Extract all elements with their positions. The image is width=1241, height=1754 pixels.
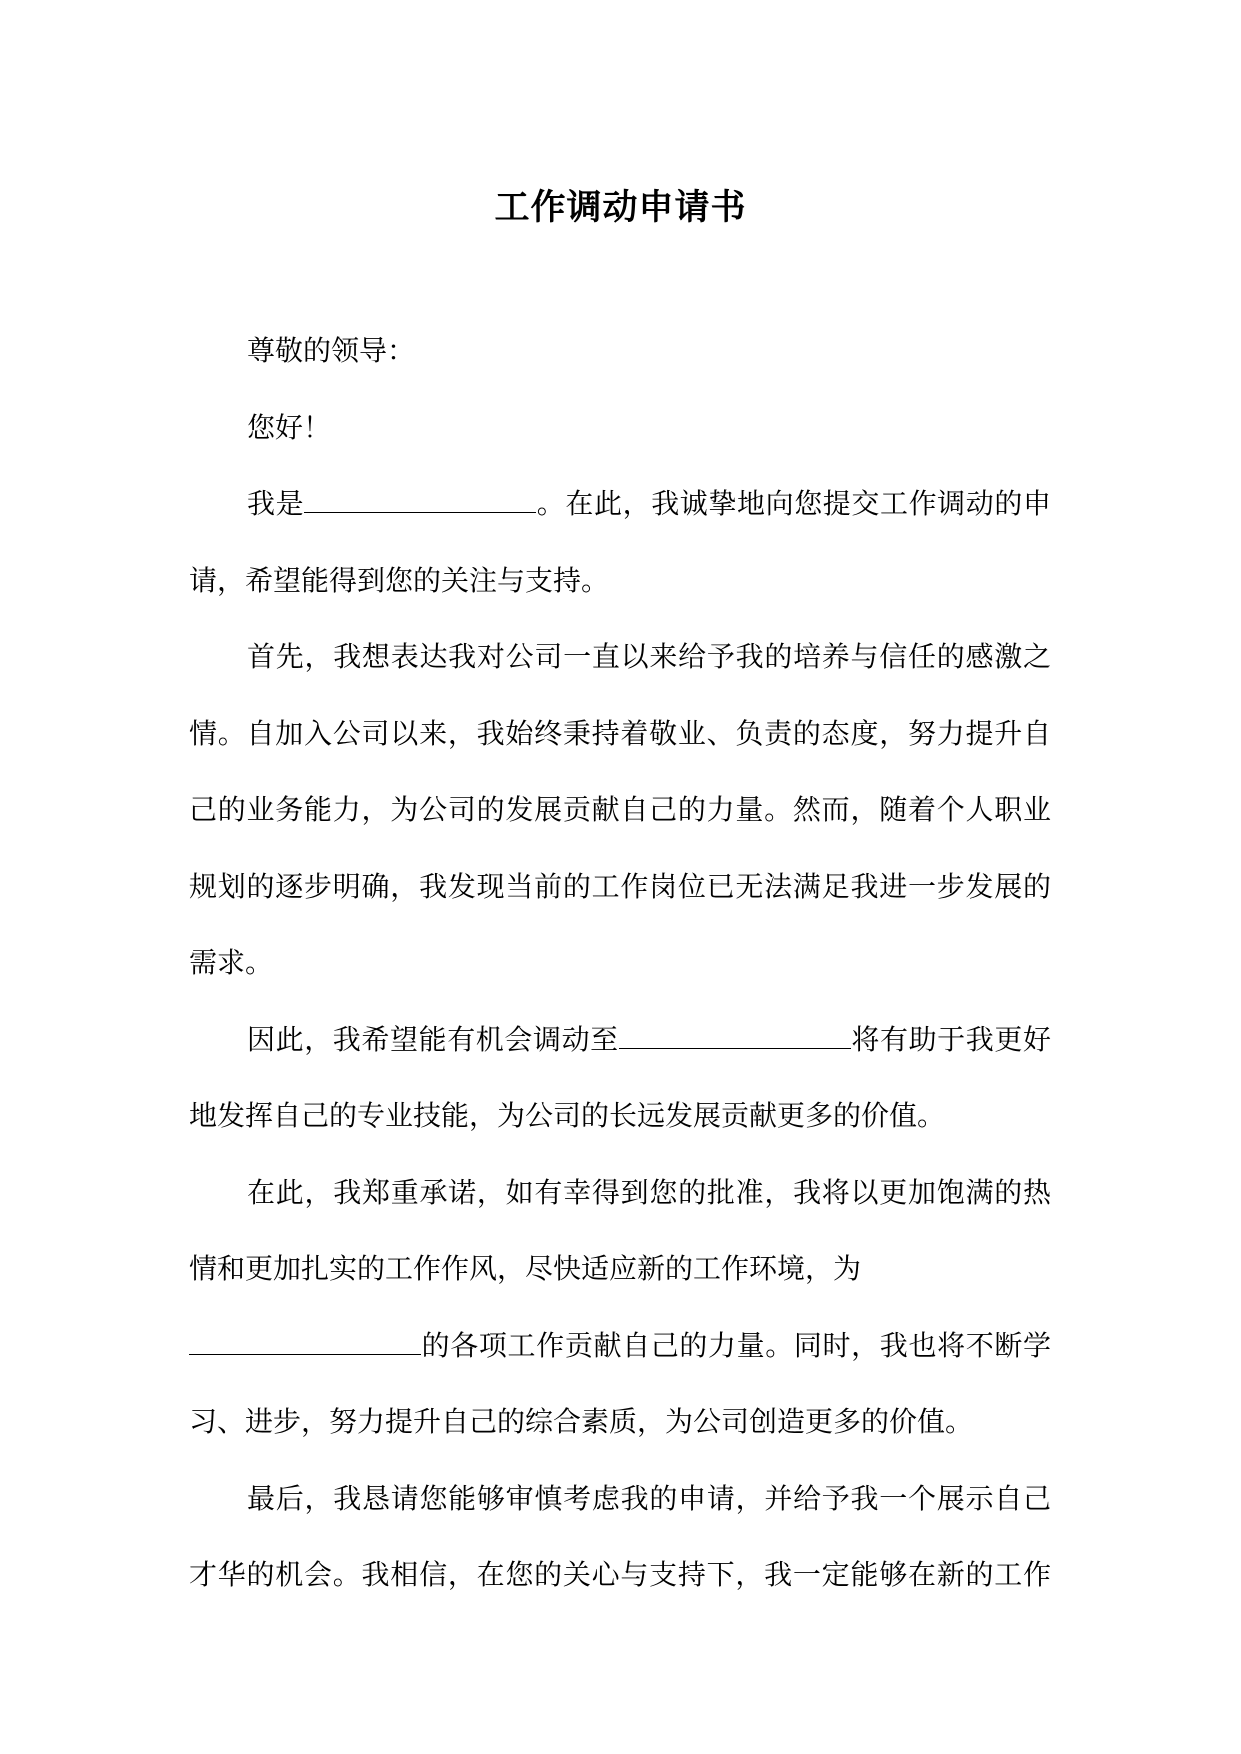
target-position-blank-field[interactable] <box>619 1020 851 1049</box>
paragraph-4-line-2: 情和更加扎实的工作作风，尽快适应新的工作环境，为 <box>189 1252 862 1285</box>
new-department-blank-field[interactable] <box>189 1326 421 1355</box>
paragraph-2-line-2: 情。自加入公司以来，我始终秉持着敬业、负责的态度，努力提升自 <box>189 716 1051 750</box>
greeting: 您好！ <box>247 410 332 444</box>
paragraph-2-line-1: 首先，我想表达我对公司一直以来给予我的培养与信任的感激之 <box>247 640 1051 673</box>
paragraph-4-line-1: 在此，我郑重承诺，如有幸得到您的批准，我将以更加饱满的热 <box>247 1175 1051 1209</box>
paragraph-5-line-1: 最后，我恳请您能够审慎考虑我的申请，并给予我一个展示自己 <box>247 1481 1051 1515</box>
paragraph-1-line-2: 请，希望能得到您的关注与支持。 <box>189 563 610 597</box>
document-body <box>189 313 1051 1614</box>
paragraph-2-line-3: 己的业务能力，为公司的发展贡献自己的力量。然而，随着个人职业 <box>189 793 1051 826</box>
paragraph-3-line-1 <box>189 1002 1051 1079</box>
p4-text-after-blank: 的各项工作贡献自己的力量。同时，我也将不断学 <box>421 1328 1051 1362</box>
paragraph-4-line-4: 习、进步，努力提升自己的综合素质，为公司创造更多的价值。 <box>189 1405 974 1438</box>
paragraph-1-line-1 <box>189 466 1051 543</box>
name-blank-field[interactable] <box>304 484 536 513</box>
paragraph-5-line-2: 才华的机会。我相信，在您的关心与支持下，我一定能够在新的工作 <box>189 1558 1051 1591</box>
p3-text-after-blank: 将有助于我更好 <box>850 1022 1051 1056</box>
p3-text-before-blank: 因此，我希望能有机会调动至 <box>247 1022 619 1056</box>
paragraph-2-line-5: 需求。 <box>189 946 274 979</box>
paragraph-2-line-4: 规划的逐步明确，我发现当前的工作岗位已无法满足我进一步发展的 <box>189 869 1051 903</box>
paragraph-3-line-2: 地发挥自己的专业技能，为公司的长远发展贡献更多的价值。 <box>189 1099 946 1132</box>
paragraph-4-line-3 <box>189 1308 1051 1385</box>
p1-text-before-blank: 我是 <box>247 487 305 520</box>
document-title: 工作调动申请书 <box>494 187 747 228</box>
salutation: 尊敬的领导： <box>247 334 416 367</box>
p1-text-after-blank: 。在此，我诚挚地向您提交工作调动的申 <box>536 487 1051 520</box>
